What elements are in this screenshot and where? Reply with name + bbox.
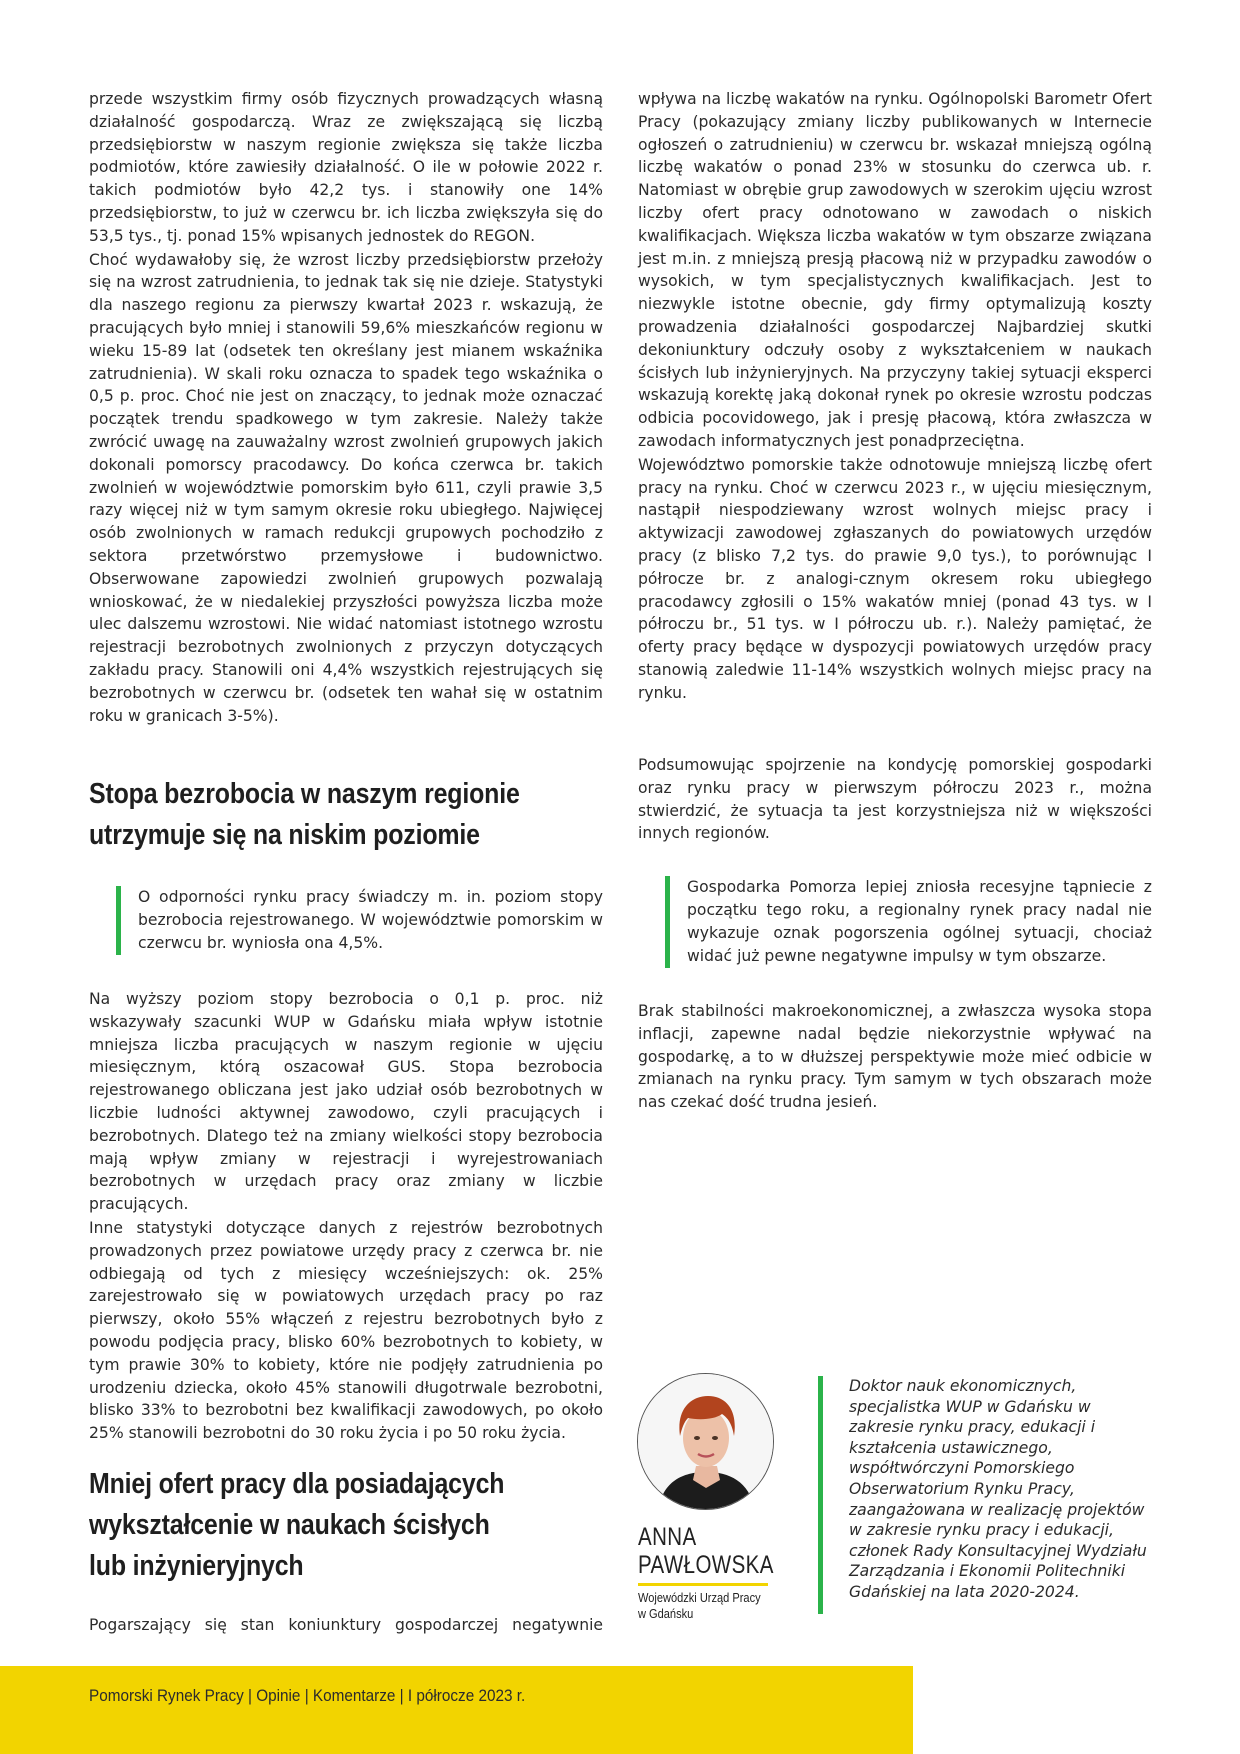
section-heading-job-offers [89,1464,605,1587]
right-column [638,88,1152,705]
right-summary [638,754,1152,845]
body-paragraph: Podsumowując spojrzenie na kondycję pomorskiej gospodarki oraz rynku pracy w pierwszym półroczu 2023 r., można stwierdzić, że sytuacja ta jest korzystniejsza niż w większości innych regionów. [638,756,1152,843]
page-footer [0,1666,913,1754]
quote-text: O odporności rynku pracy świadczy m. in. poziom stopy bezrobocia rejestrowanego. W województwie pomorskim w czerwcu br. wyniosła ona 4,5%. [138,888,603,952]
left-column-lower [89,988,603,1445]
portrait-icon [638,1374,774,1510]
pull-quote-right [665,876,1152,968]
body-paragraph: Inne statystyki dotyczące danych z rejestrów bezrobotnych prowadzonych przez powiatowe urzędy pracy z czerwca br. nie odbiegają od tych z miesięcy wcześniejszych: ok. 25% zarejestrowało się w powiatowych urzędach pracy po raz pierwszy, około 55% włączeń z rejestru bezrobotnych było z powodu podjęcia pracy, blisko 60% bezrobotnych to kobiety, w tym prawie 30% to kobiety, które nie podjęły zatrudnienia po urodzeniu dziecka, około 45% stanowili długotrwale bezrobotni, blisko 33% to bezrobotni bez kwalifikacji zawodowych, po około 25% stanowili bezrobotni do 30 roku życia i po 50 roku życia. [89,1218,603,1443]
left-column [89,88,603,727]
body-paragraph: Województwo pomorskie także odnotowuje mniejszą liczbę ofert pracy na rynku. Choć w czerwcu 2023 r., w ujęciu miesięcznym, nastąpił niespodziewany wzrost wolnych miejsc pracy i aktywizacji zawodowej zgłaszanych do powiatowych urzędów pracy (z blisko 7,2 tys. do prawie 9,0 tys.), to porównując I półrocze br. z analogi-cznym okresem roku ubiegłego pracodawcy zgłosili o 15% wakatów mniej (ponad 43 tys. w I półroczu br., 51 tys. w I półroczu ub. r.). Należy pamiętać, że oferty pracy będące w dyspozycji powiatowych urzędów pracy stanowią zaledwie 11-14% wszystkich wolnych miejsc pracy na rynku. [638,455,1152,702]
author-first-name: ANNA [638,1523,697,1551]
heading-line: lub inżynieryjnych [89,1550,304,1582]
body-paragraph: wpływa na liczbę wakatów na rynku. Ogólnopolski Barometr Ofert Pracy (pokazujący zmiany liczby publikowanych w Internecie ogłoszeń o zatrudnieniu) w czerwcu br. wskazał mniejszą ogólną liczbę wakatów o ponad 23% w stosunku do czerwca ub. r. Natomiast w obrębie grup zawodowych w szerokim ujęciu wzrost liczby ofert pracy odnotowano w zawodach o niskich kwalifikacjach. Większa liczba wakatów w tym obszarze związana jest m.in. z mniejszą presją płacową niż w przypadku zawodów o wysokich, w tym specjalistycznych kwalifikacjach. Jest to niezwykle istotne obecnie, gdy firmy optymalizują koszty prowadzenia działalności gospodarczej Najbardziej skutki dekoniunktury odczuły osoby z wykształceniem w naukach ścisłych lub inżynieryjnych. Na przyczyny takiej sytuacji eksperci wskazują korektę jaką dokonał rynek po okresie wzrostu podczas odbicia pocovidowego, jak i presję płacową, która zwłaszcza w zawodach informatycznych jest ponadprzeciętna. [638,90,1152,450]
right-closing [638,1000,1152,1114]
pull-quote-left [116,886,603,955]
body-paragraph: Na wyższy poziom stopy bezrobocia o 0,1 p. proc. niż wskazywały szacunki WUP w Gdańsku miała wpływ istotnie mniejsza liczba pracujących w naszym regionie w ujęciu miesięcznym, którą oszacował GUS. Stopa bezrobocia rejestrowanego obliczana jest jako udział osób bezrobotnych w liczbie ludności aktywnej zawodowo, czyli pracujących i bezrobotnych. Dlatego też na zmiany wielkości stopy bezrobocia mają wpływ zmiany w rejestracji i wyrejestrowaniach bezrobotnych w urzędach pracy oraz zmiany w liczbie pracujących. [89,990,603,1214]
heading-line: wykształcenie w naukach ścisłych [89,1509,490,1541]
body-paragraph: przede wszystkim firmy osób fizycznych prowadzących własną działalność gospodarczą. Wraz ze zwiększającą się liczbą przedsiębiorstw w naszym regionie zwiększa się także liczba podmiotów, które zawiesiły działalność. O ile w połowie 2022 r. takich podmiotów było 42,2 tys. i stanowiły one 14% przedsiębiorstw, to już w czerwcu br. ich liczba zwiększyła się do 53,5 tys., tj. ponad 15% wpisanych jednostek do REGON. [89,90,603,245]
section-heading-unemployment [89,774,605,856]
body-paragraph: Choć wydawałoby się, że wzrost liczby przedsiębiorstw przełoży się na wzrost zatrudnienia, to jednak tak się nie dzieje. Statystyki dla naszego regionu za pierwszy kwartał 2023 r. wskazują, że pracujących było mniej i stanowili 59,6% mieszkańców regionu w wieku 15-89 lat (odsetek ten określany jest mianem wskaźnika zatrudnienia). W skali roku oznacza to spadek tego wskaźnika o 0,5 p. proc. Choć nie jest on znaczący, to jednak może oznaczać początek trendu spadkowego w tym zakresie. Należy także zwrócić uwagę na zauważalny wzrost zwolnień grupowych jakich dokonali pomorscy pracodawcy. Do końca czerwca br. takich zwolnień w województwie pomorskim było 611, czyli prawie 3,5 razy więcej niż w tym samym okresie roku ubiegłego. Najwięcej osób zwolnionych w ramach redukcji grupowych pochodziło z sektora przetwórstwo przemysłowe i budownictwo. Obserwowane zapowiedzi zwolnień grupowych pozwalają wnioskować, że w niedalekiej przyszłości powyższa liczba może ulec dalszemu wzrostowi. Nie widać natomiast istotnego wzrostu rejestracji bezrobotnych zwolnionych z przyczyn dotyczących zakładu pracy. Stanowili oni 4,4% wszystkich rejestrujących się bezrobotnych w czerwcu br. (odsetek ten wahał się w ostatnim roku w granicach 3-5%). [89,250,603,725]
author-last-name: PAWŁOWSKA [638,1551,774,1579]
author-organization [638,1590,774,1622]
body-paragraph: Pogarszający się stan koniunktury gospodarczej negatywnie [89,1616,603,1634]
heading-line: Mniej ofert pracy dla posiadających [89,1468,505,1500]
org-line: w Gdańsku [638,1606,694,1621]
bio-text: Doktor nauk ekonomicznych, specjalistka WUP w Gdańsku w zakresie rynku pracy, edukacji i kształcenia ustawicznego, współtwórczyni Pomorskiego Obserwatorium Rynku Pracy, zaangażowana w realizację projektów w zakresie rynku pracy i edukacji, członek Rady Konsultacyjnej Wydziału Zarządzania i Ekonomii Politechniki Gdańskiej na lata 2020-2024. [849,1377,1147,1601]
left-column-end [89,1614,603,1637]
heading-line: Stopa bezrobocia w naszym regionie [89,778,520,810]
author-bio [818,1376,1158,1614]
org-line: Wojewódzki Urząd Pracy [638,1590,761,1605]
author-photo [637,1373,774,1510]
author-name [638,1523,774,1579]
heading-line: utrzymuje się na niskim poziomie [89,819,480,851]
footer-text: Pomorski Rynek Pracy | Opinie | Komentarze | I półrocze 2023 r. [89,1686,526,1705]
body-paragraph: Brak stabilności makroekonomicznej, a zwłaszcza wysoka stopa inflacji, zapewne nadal będzie niekorzystnie wpływać na gospodarkę, a to w dłuższej perspektywie może mieć odbicie w zmianach na rynku pracy. Tym samym w tych obszarach może nas czekać dość trudna jesień. [638,1002,1152,1112]
quote-text: Gospodarka Pomorza lepiej zniosła recesyjne tąpniecie z początku tego roku, a regionalny rynek pracy nadal nie wykazuje oznak pogorszenia ogólnej sytuacji, chociaż widać już pewne negatywne impulsy w tym obszarze. [687,878,1152,965]
author-divider [638,1583,768,1586]
